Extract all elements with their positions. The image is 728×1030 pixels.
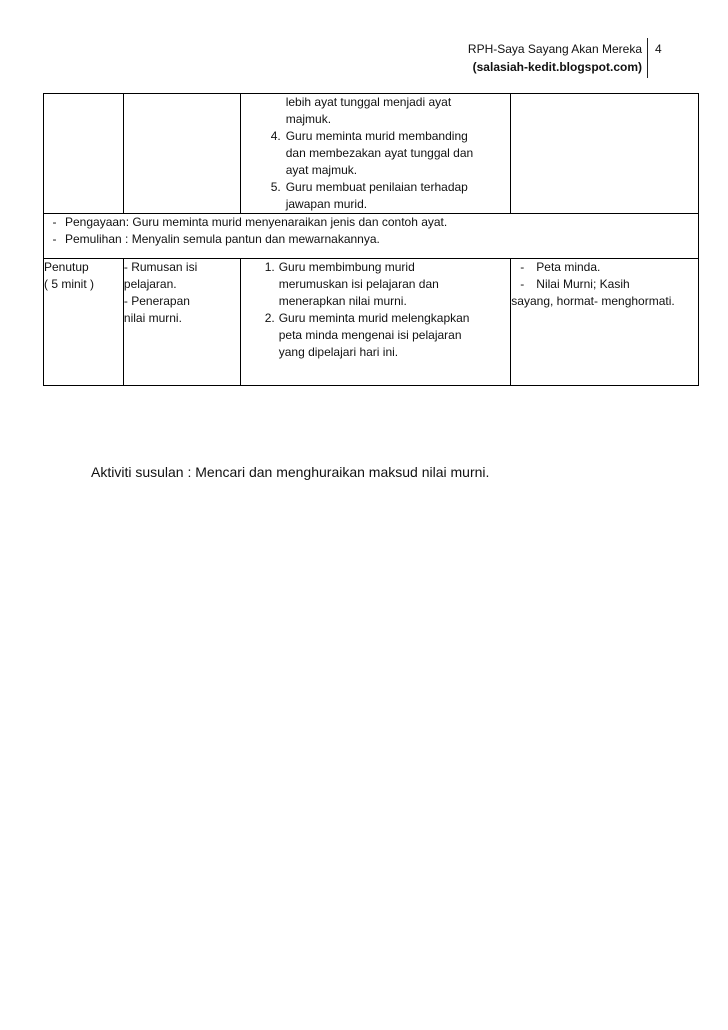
- stage-cell: [44, 94, 124, 214]
- content-line: nilai murni.: [123, 311, 182, 325]
- resource-text: Peta minda.: [536, 260, 601, 274]
- activity-step: [241, 259, 511, 276]
- resource-line: menghormati.: [601, 294, 675, 308]
- header-title: RPH-Saya Sayang Akan Mereka: [467, 42, 642, 56]
- step-text: Guru membimbung murid: [278, 260, 415, 274]
- resource-line: sayang, hormat-: [511, 294, 599, 308]
- table-row: [44, 214, 699, 259]
- step-text: Guru meminta murid membanding: [285, 129, 468, 143]
- activity-line: yang dipelajari hari ini.: [278, 345, 399, 359]
- resource-text: Nilai Murni; Kasih: [536, 277, 630, 291]
- step-text: Guru meminta murid melengkapkan: [278, 311, 470, 325]
- resource-cell: [511, 94, 699, 214]
- list-item: - Peta minda.: [511, 259, 698, 276]
- followup-activity: Aktiviti susulan : Mencari dan menghuraikan maksud nilai murni.: [91, 464, 490, 480]
- step-number: 1.: [264, 260, 275, 274]
- lesson-plan-table: [43, 93, 699, 386]
- list-item: - Pengayaan: Guru meminta murid menyenaraikan jenis dan contoh ayat.: [52, 215, 448, 229]
- header-divider: [647, 38, 648, 78]
- page-number: 4: [655, 42, 662, 56]
- page-header: [468, 40, 642, 76]
- activity-line: jawapan murid.: [285, 197, 368, 211]
- content-line: - Penerapan: [123, 294, 190, 308]
- activity-line: dan membezakan ayat tunggal dan: [285, 146, 474, 160]
- content-line: - Rumusan isi: [123, 260, 198, 274]
- header-subtitle: (salasiah-kedit.blogspot.com): [472, 60, 642, 74]
- stage-label: Penutup: [44, 260, 89, 274]
- activity-line: ayat majmuk.: [285, 163, 358, 177]
- stage-duration: ( 5 minit ): [44, 277, 95, 291]
- activity-step: [241, 310, 511, 327]
- enrichment-note: Pengayaan: Guru meminta murid menyenaraikan jenis dan contoh ayat.: [65, 215, 448, 229]
- activity-line: peta minda mengenai isi pelajaran: [278, 328, 462, 342]
- activity-step: [241, 179, 511, 196]
- activity-cell: [240, 94, 511, 214]
- content-line: pelajaran.: [123, 277, 177, 291]
- step-number: 2.: [264, 311, 275, 325]
- step-number: 5.: [270, 180, 281, 194]
- remedial-note: Pemulihan : Menyalin semula pantun dan mewarnakannya.: [65, 232, 380, 246]
- activity-line: lebih ayat tunggal menjadi ayat: [285, 95, 452, 109]
- activity-line: merumuskan isi pelajaran dan: [278, 277, 439, 291]
- activity-cell: [240, 259, 511, 386]
- activity-line: menerapkan nilai murni.: [278, 294, 407, 308]
- resource-cell: [511, 259, 699, 386]
- step-number: 4.: [270, 129, 281, 143]
- notes-cell: [44, 214, 699, 259]
- stage-cell: [44, 259, 124, 386]
- content-cell: [123, 259, 240, 386]
- activity-step: [241, 128, 511, 145]
- list-item: - Pemulihan : Menyalin semula pantun dan mewarnakannya.: [52, 232, 380, 246]
- content-cell: [123, 94, 240, 214]
- list-item: - Nilai Murni; Kasih: [511, 276, 698, 293]
- table-row: [44, 94, 699, 214]
- activity-line: majmuk.: [285, 112, 332, 126]
- table-row: [44, 259, 699, 386]
- step-text: Guru membuat penilaian terhadap: [285, 180, 468, 194]
